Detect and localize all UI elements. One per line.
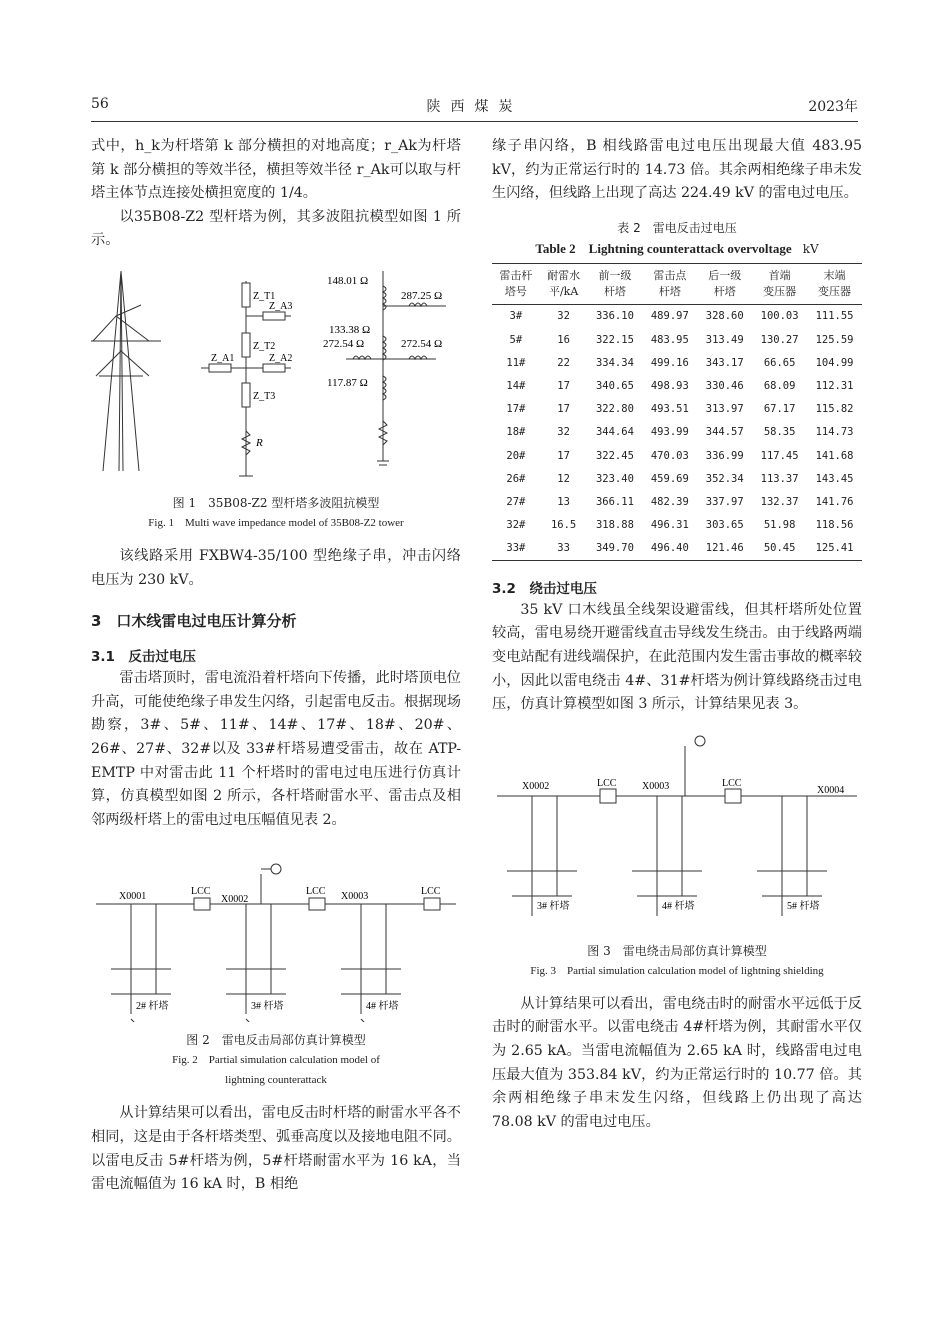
- table-cell: 104.99: [815, 356, 854, 369]
- table-cell: 113.37: [760, 472, 799, 485]
- table-cell: 132.37: [760, 495, 799, 508]
- table-header-row: [492, 263, 862, 304]
- label-zt3: Z_T3: [253, 390, 276, 402]
- figure-2-diagram: [91, 844, 461, 1022]
- table-cell: 121.46: [697, 537, 752, 561]
- table-cell: 67.17: [763, 403, 796, 416]
- table-cell: 493.99: [650, 426, 689, 439]
- table-cell: 117.45: [760, 449, 799, 462]
- figure-3-diagram: [492, 731, 862, 931]
- section-3-1-heading: 3.1 反击过电压: [91, 649, 196, 666]
- figure-1-caption-en: Fig. 1 Multi wave impedance model of 35B08-Z2 tower: [148, 516, 404, 529]
- label-za3: Z_A3: [269, 300, 293, 312]
- table-cell: 125.41: [807, 537, 862, 561]
- table-cell: 313.49: [705, 333, 744, 346]
- figure-3: [492, 731, 862, 931]
- paragraph-model-intro: 以35B08-Z2 型杆塔为例，其多波阻抗模型如图 1 所示。: [91, 208, 461, 249]
- table-header-cell: 首端 变压器: [752, 263, 807, 304]
- table-row: [492, 444, 862, 467]
- table-cell: 27#: [506, 495, 526, 508]
- value-272-left: 272.54 Ω: [323, 337, 365, 350]
- table-cell: 58.35: [763, 426, 796, 439]
- table-cell: 493.51: [650, 403, 689, 416]
- value-272-right: 272.54 Ω: [401, 337, 443, 350]
- table-cell: 349.70: [588, 537, 643, 561]
- table-cell: 3#: [509, 310, 523, 323]
- label-zt1: Z_T1: [253, 290, 276, 302]
- table-cell: 118.56: [815, 519, 854, 532]
- table-cell: 115.82: [815, 403, 854, 416]
- node-x0002: X0002: [221, 894, 249, 906]
- figure-2-caption-cn: 图 2 雷电反击局部仿真计算模型: [186, 1033, 366, 1048]
- table-cell: 322.80: [595, 403, 634, 416]
- table-cell: 470.03: [650, 449, 689, 462]
- table-cell: 125.59: [815, 333, 854, 346]
- table-row: [492, 537, 862, 561]
- figure-3-caption-cn: 图 3 雷电绕击局部仿真计算模型: [587, 943, 767, 958]
- node-x0002: X0002: [522, 780, 550, 792]
- table-row: [492, 328, 862, 351]
- section-3-heading: 3 口木线雷电过电压计算分析: [91, 612, 297, 631]
- table-header-cell: 雷击杆 塔号: [492, 263, 540, 304]
- table-cell: 5#: [509, 333, 523, 346]
- paragraph-counterattack-result: 从计算结果可以看出，雷电反击时杆塔的耐雷水平各不相同，这是由于各杆塔类型、弧垂高度以及接地电阻不同。以雷电反击 5#杆塔为例，5#杆塔耐雷水平为 16 kA，当雷电流幅值为 16 kA 时，B 相绝: [91, 1105, 461, 1193]
- node-x0001: X0001: [119, 891, 147, 903]
- table-cell: 498.93: [650, 379, 689, 392]
- tower-3-label: 3# 杆塔: [537, 900, 570, 912]
- node-x0003: X0003: [341, 891, 369, 903]
- label-za2: Z_A2: [269, 352, 293, 364]
- table-cell: 16: [557, 333, 570, 346]
- table-row: [492, 490, 862, 513]
- table-cell: 344.64: [595, 426, 634, 439]
- table-cell: 334.34: [595, 356, 634, 369]
- table-cell: 496.31: [650, 519, 689, 532]
- table-row: [492, 398, 862, 421]
- section-3-2-heading: 3.2 绕击过电压: [492, 580, 597, 597]
- left-column: [91, 135, 461, 1197]
- tower-4-label: 4# 杆塔: [662, 900, 695, 912]
- table-cell: 16.5: [550, 519, 577, 532]
- table-header-cell: 雷击点 杆塔: [642, 263, 697, 304]
- label-zt2: Z_T2: [253, 340, 276, 352]
- table-cell: 114.73: [815, 426, 854, 439]
- table-cell: 336.10: [595, 310, 634, 323]
- table-cell: 50.45: [752, 537, 807, 561]
- value-133: 133.38 Ω: [329, 323, 371, 336]
- table-cell: 51.98: [763, 519, 796, 532]
- table-header-cell: 耐雷水 平/kA: [540, 263, 588, 304]
- table-row: [492, 304, 862, 328]
- node-x0003: X0003: [642, 780, 670, 792]
- table-cell: 489.97: [650, 310, 689, 323]
- table-header-cell: 后一级 杆塔: [697, 263, 752, 304]
- paragraph-flashover: 缘子串闪络，B 相线路雷电过电压出现最大值 483.95 kV，约为正常运行时的 14.73 倍。其余两相绝缘子串未发生闪络，但线路上出现了高达 224.49 kV 的雷电过电压。: [492, 138, 862, 202]
- table-cell: 328.60: [705, 310, 744, 323]
- lcc-3: LCC: [421, 886, 441, 898]
- table-cell: 33: [540, 537, 588, 561]
- table-cell: 336.99: [705, 449, 744, 462]
- figure-2-caption-en-1: Fig. 2 Partial simulation calculation model of: [172, 1054, 380, 1067]
- table-cell: 303.65: [705, 519, 744, 532]
- journal-year: 2023年: [808, 99, 858, 115]
- table-cell: 141.76: [815, 495, 854, 508]
- table-cell: 313.97: [705, 403, 744, 416]
- table-2-title-en-line: [492, 238, 862, 259]
- table-cell: 22: [557, 356, 570, 369]
- table-cell: 14#: [506, 379, 526, 392]
- value-287: 287.25 Ω: [401, 289, 443, 302]
- label-za1: Z_A1: [211, 352, 235, 364]
- table-row: [492, 374, 862, 397]
- table-cell: 32: [557, 310, 570, 323]
- lcc-2: LCC: [722, 777, 742, 789]
- table-cell: 340.65: [595, 379, 634, 392]
- figure-1-diagram: [91, 261, 461, 491]
- table-cell: 343.17: [705, 356, 744, 369]
- table-cell: 26#: [506, 472, 526, 485]
- table-cell: 352.34: [705, 472, 744, 485]
- tower-5-label: 5# 杆塔: [787, 900, 820, 912]
- table-cell: 32: [557, 426, 570, 439]
- paragraph-formula-explanation: 式中，h_k为杆塔第 k 部分横担的对地高度；r_Ak为杆塔第 k 部分横担的等效半径，横担等效半径 r_Ak可以取与杆塔主体节点连接处横担宽度的 1/4。: [91, 138, 461, 202]
- table-row: [492, 513, 862, 536]
- table-cell: 18#: [506, 426, 526, 439]
- table-row: [492, 351, 862, 374]
- table-cell: 322.45: [595, 449, 634, 462]
- table-cell: 322.15: [595, 333, 634, 346]
- table-cell: 366.11: [595, 495, 634, 508]
- table-cell: 20#: [506, 449, 526, 462]
- lcc-1: LCC: [597, 777, 617, 789]
- table-cell: 32#: [506, 519, 526, 532]
- table-cell: 111.55: [815, 310, 854, 323]
- table-header-cell: 前一级 杆塔: [588, 263, 643, 304]
- figure-3-caption-en: Fig. 3 Partial simulation calculation model of lightning shielding: [530, 964, 824, 977]
- table-cell: 17#: [506, 403, 526, 416]
- table-cell: 112.31: [815, 379, 854, 392]
- value-117: 117.87 Ω: [327, 376, 368, 389]
- table-body: [492, 304, 862, 560]
- tower-3-label: 3# 杆塔: [251, 1001, 284, 1013]
- table-cell: 496.40: [642, 537, 697, 561]
- figure-1: [91, 261, 461, 491]
- paragraph-shielding: 35 kV 口木线虽全线架设避雷线，但其杆塔所处位置较高，雷电易绕开避雷线直击导线发生绕击。由于线路两端变电站配有进线端保护，在此范围内发生雷击事故的概率较小，因此以雷电绕击 4#、31#杆塔为例计算线路绕击过电压，仿真计算模型如图 3 所示，计算结果见表 3。: [492, 601, 862, 713]
- table-cell: 11#: [506, 356, 526, 369]
- paragraph-shielding-result: 从计算结果可以看出，雷电绕击时的耐雷水平远低于反击时的耐雷水平。以雷电绕击 4#杆塔为例，其耐雷水平仅为 2.65 kA。当雷电流幅值为 2.65 kA 时，线路雷电过电压最大值为 353.84 kV，约为正常运行时的 10.77 倍。其余两相绝缘子串末发生闪络，但线路上仍出现了高达 78.08 kV 的雷电过电压。: [492, 995, 862, 1130]
- lcc-1: LCC: [191, 886, 211, 898]
- table-cell: 483.95: [650, 333, 689, 346]
- table-cell: 66.65: [763, 356, 796, 369]
- table-cell: 337.97: [705, 495, 744, 508]
- paragraph-counterattack: 雷击塔顶时，雷电流沿着杆塔向下传播，此时塔顶电位升高，可能使绝缘子串发生闪络，引起雷电反击。根据现场勘察，3#、5#、11#、14#、17#、18#、20#、26#、27#、32#以及 33#杆塔易遭受雷击，故在 ATP-EMTP 中对雷击此 11 个杆塔时的雷电过电压进行仿真计算，仿真模型如图 2 所示，各杆塔耐雷水平、雷击点及相邻两级杆塔上的雷电过电压幅值见表 2。: [91, 670, 461, 828]
- table-cell: 323.40: [595, 472, 634, 485]
- table-cell: 330.46: [705, 379, 744, 392]
- table-cell: 17: [557, 449, 570, 462]
- tower-2-label: 2# 杆塔: [136, 1001, 169, 1013]
- label-r: R: [256, 436, 263, 449]
- lcc-2: LCC: [306, 886, 326, 898]
- table-cell: 344.57: [705, 426, 744, 439]
- table-cell: 318.88: [595, 519, 634, 532]
- table-2-title-en: Table 2 Lightning counterattack overvoltage: [535, 240, 792, 256]
- figure-2-caption-en-2: lightning counterattack: [225, 1074, 327, 1087]
- table-cell: 13: [557, 495, 570, 508]
- table-cell: 68.09: [763, 379, 796, 392]
- table-cell: 499.16: [650, 356, 689, 369]
- table-cell: 130.27: [760, 333, 799, 346]
- table-2: [492, 263, 862, 561]
- table-cell: 12: [557, 472, 570, 485]
- value-148: 148.01 Ω: [327, 274, 369, 287]
- right-column: [492, 135, 862, 1134]
- table-2-unit: kV: [802, 241, 819, 256]
- table-cell: 143.45: [815, 472, 854, 485]
- header-rule: [91, 121, 858, 122]
- table-cell: 459.69: [650, 472, 689, 485]
- node-x0004: X0004: [817, 784, 845, 796]
- table-cell: 482.39: [650, 495, 689, 508]
- table-cell: 17: [557, 403, 570, 416]
- table-2-title-cn: 表 2 雷电反击过电压: [617, 220, 737, 235]
- figure-2: [91, 844, 461, 1022]
- page-number: 56: [91, 96, 109, 112]
- table-row: [492, 421, 862, 444]
- figure-1-caption-cn: 图 1 35B08-Z2 型杆塔多波阻抗模型: [172, 495, 380, 510]
- table-row: [492, 467, 862, 490]
- page-header: [91, 96, 858, 118]
- paragraph-insulator: 该线路采用 FXBW4-35/100 型绝缘子串，冲击闪络电压为 230 kV。: [91, 547, 461, 588]
- table-cell: 17: [557, 379, 570, 392]
- table-cell: 100.03: [760, 310, 799, 323]
- table-header-cell: 末端 变压器: [807, 263, 862, 304]
- table-cell: 33#: [492, 537, 540, 561]
- table-cell: 141.68: [815, 449, 854, 462]
- journal-name: 陕西煤炭: [426, 99, 523, 115]
- tower-4-label: 4# 杆塔: [366, 1001, 399, 1013]
